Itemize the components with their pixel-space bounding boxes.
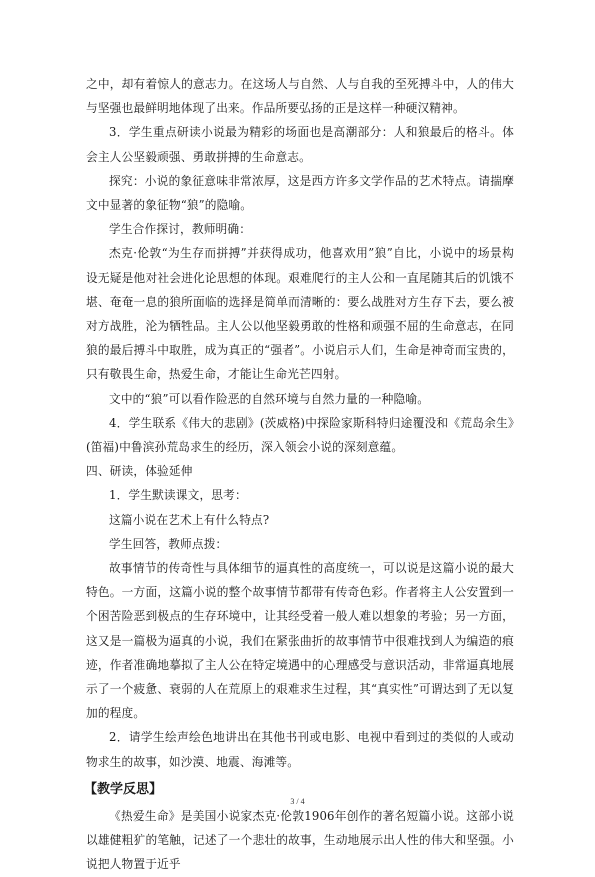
paragraph-continuation: 之中，却有着惊人的意志力。在这场人与自然、人与自我的至死搏斗中，人的伟大与坚强也最鲜明地体现了出来。作品所要弘扬的正是这样一种硬汉精神。: [86, 77, 514, 116]
page-number: 3 / 4: [290, 797, 305, 806]
paragraph-explore: 探究：小说的象征意味非常浓厚，这是西方许多文学作品的艺术特点。请揣摩文中显著的象征物“狼”的隐喻。: [86, 173, 514, 213]
paragraph-answer-intro: 学生回答，教师点拨：: [109, 536, 228, 551]
paragraph-question: 这篇小说在艺术上有什么特点?: [109, 512, 270, 527]
paragraph-item-3: 3．学生重点研读小说最为精彩的场面也是高潮部分：人和狼最后的格斗。体会主人公坚毅顽强、勇敢拼搏的生命意志。: [86, 125, 514, 164]
paragraph-jack-london: 杰克·伦敦“为生存而拼搏”并获得成功，他喜欢用”狼”自比，小说中的场景构设无疑是他对社会进化论思想的体现。艰难爬行的主人公和一直尾随其后的饥饿不堪、奄奄一息的狼所面临的选择是简单而清晰的：要么战胜对方生存下去，要么被对方战胜，沦为牺牲品。主人公以他坚毅勇敢的性格和顽强不屈的生命意志，在同狼的最后搏斗中取胜，成为真正的“强者”。小说启示人们，生命是神奇而宝贵的，只有敬畏生命，热爱生命，才能让生命光芒四射。: [86, 246, 514, 382]
section-heading-reflection: 【教学反思】: [84, 781, 163, 797]
paragraph-item-1: 1．学生默读课文，思考：: [109, 488, 247, 503]
section-four-heading: 四、研读，体验延伸: [86, 464, 193, 479]
paragraph-wolf-metaphor: 文中的“狼”可以看作险恶的自然环境与自然力量的一种隐喻。: [109, 391, 430, 406]
paragraph-art-features: 故事情节的传奇性与具体细节的逼真性的高度统一，可以说是这篇小说的最大特色。一方面，这篇小说的整个故事情节都带有传奇色彩。作者将主人公安置到一个困苦险恶到极点的生存环境中，让其经受着一般人难以想象的考验；另一方面，这又是一篇极为逼真的小说，我们在紧张曲折的故事情节中很难找到人为编造的痕迹，作者准确地摹拟了主人公在特定境遇中的心理感受与意识活动，非常逼真地展示了一个疲惫、衰弱的人在荒原上的艰难求生过程，其“真实性”可谓达到了无以复加的程度。: [86, 561, 514, 721]
page-content: [86, 72, 514, 877]
paragraph-item-2: 2．请学生绘声绘色地讲出在其他书刊或电影、电视中看到过的类似的人或动物求生的故事，如沙漠、地震、海滩等。: [86, 730, 514, 769]
paragraph-reflection: 《热爱生命》是美国小说家杰克·伦敦1906年创作的著名短篇小说。这部小说以雄健粗犷的笔触，记述了一个悲壮的故事，生动地展示出人性的伟大和坚强。小说把人物置于近乎: [86, 808, 514, 872]
paragraph-item-4: 4．学生联系《伟大的悲剧》(茨威格)中探险家斯科特归途覆没和《荒岛余生》(笛福)中鲁滨孙荒岛求生的经历，深入领会小说的深刻意蕴。: [86, 415, 514, 455]
paragraph-discussion-intro: 学生合作探讨，教师明确：: [109, 222, 252, 237]
